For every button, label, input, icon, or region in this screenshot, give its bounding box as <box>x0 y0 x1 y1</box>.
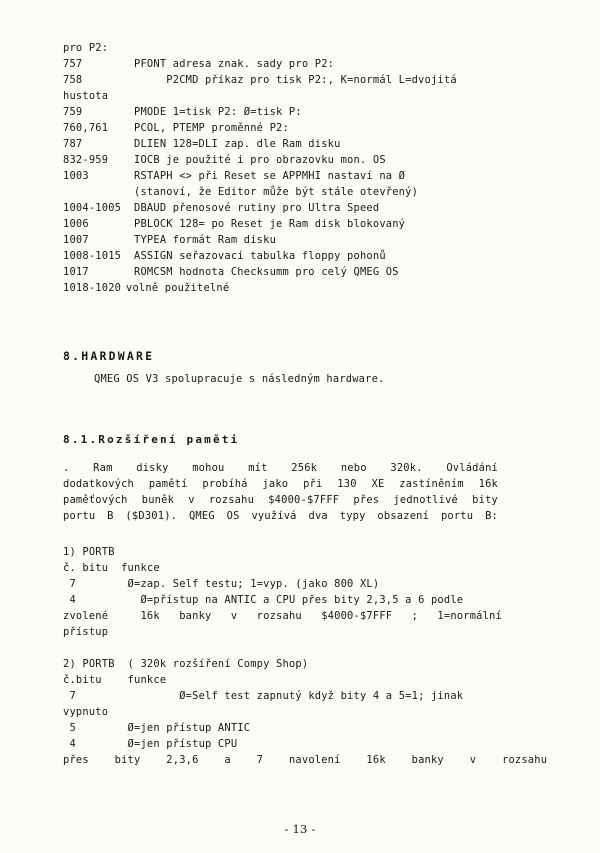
paragraph-line: portu B ($D301). QMEG OS využívá dva typy obsazení portu B: <box>63 510 498 522</box>
portb2-title: 2) PORTB ( 320k rozšíření Compy Shop) <box>63 658 309 670</box>
section-heading-hardware: 8.HARDWARE <box>63 349 155 363</box>
paragraph-line: dodatkových pamětí probíhá jako při 130 XE zastíněním 16k <box>63 478 498 490</box>
portb1-line: 7 Ø=zap. Self testu; 1=vyp. (jako 800 XL) <box>63 578 380 590</box>
table-row-desc: PBLOCK 128= po Reset je Ram disk blokovaný <box>134 218 406 230</box>
portb2-header: č.bitu funkce <box>63 674 167 686</box>
table-row-addr: 1007 <box>63 234 89 246</box>
paragraph-line: . Ram disky mohou mít 256k nebo 320k. Ovládání <box>63 462 498 474</box>
table-row-addr: 759 <box>63 106 83 118</box>
section-heading-memory-expansion: 8.1.Rozšíření paměti <box>63 433 240 446</box>
portb2-line: 4 Ø=jen přístup CPU <box>63 738 238 750</box>
table-row-addr: 1004-1005 <box>63 202 122 214</box>
table-row: pro P2: <box>63 42 109 54</box>
table-row-desc: TYPEA formát Ram disku <box>134 234 277 246</box>
table-row-addr: 1017 <box>63 266 89 278</box>
portb1-header: č. bitu funkce <box>63 562 160 574</box>
table-row-addr: hustota <box>63 90 109 102</box>
table-row-desc: IOCB je použité i pro obrazovku mon. OS <box>134 154 386 166</box>
table-row-addr: 760,761 <box>63 122 109 134</box>
table-row-desc: RSTAPH <> při Reset se APPMHI nastaví na Ø <box>134 170 406 182</box>
table-row-desc: volně použitelné <box>126 282 230 294</box>
table-row-desc: ROMCSM hodnota Checksumm pro celý QMEG OS <box>134 266 399 278</box>
portb2-line: přes bity 2,3,6 a 7 navolení 16k banky v rozsahu <box>63 754 548 766</box>
table-row-desc: PCOL, PTEMP proměnné P2: <box>134 122 289 134</box>
paragraph-line: paměťových buněk v rozsahu $4000-$7FFF přes jednotlivé bity <box>63 494 498 506</box>
table-row-desc: PFONT adresa znak. sady pro P2: <box>134 58 335 70</box>
portb2-line: 5 Ø=jen přístup ANTIC <box>63 722 251 734</box>
page-number: - 13 - <box>284 822 316 836</box>
table-row-addr: 758 <box>63 74 83 86</box>
portb2-line: vypnuto <box>63 706 109 718</box>
table-row-desc: (stanoví, že Editor může být stále otevřený) <box>134 186 419 198</box>
portb1-line: zvolené 16k banky v rozsahu $4000-$7FFF ; 1=normální <box>63 610 502 622</box>
table-row-addr: 1008-1015 <box>63 250 122 262</box>
section-intro: QMEG OS V3 spolupracuje s následným hardware. <box>94 373 385 385</box>
table-row-addr: 832-959 <box>63 154 109 166</box>
portb2-line: 7 Ø=Self test zapnutý když bity 4 a 5=1; jinak <box>63 690 464 702</box>
table-row-addr: 1003 <box>63 170 89 182</box>
table-row-addr: 757 <box>63 58 83 70</box>
table-row-desc: PMODE 1=tisk P2: Ø=tisk P: <box>134 106 302 118</box>
table-row-addr: 787 <box>63 138 83 150</box>
table-row-addr: 1006 <box>63 218 89 230</box>
table-row-desc: P2CMD příkaz pro tisk P2:, K=normál L=dvojitá <box>134 74 457 86</box>
portb1-line: přístup <box>63 626 109 638</box>
table-row-desc: DBAUD přenosové rutiny pro Ultra Speed <box>134 202 380 214</box>
portb1-line: 4 Ø=přístup na ANTIC a CPU přes bity 2,3,5 a 6 podle <box>63 594 464 606</box>
table-row-addr: 1018-1020 <box>63 282 122 294</box>
table-row-desc: DLIEN 128=DLI zap. dle Ram disku <box>134 138 341 150</box>
portb1-title: 1) PORTB <box>63 546 115 558</box>
table-row-desc: ASSIGN seřazovací tabulka floppy pohonů <box>134 250 386 262</box>
